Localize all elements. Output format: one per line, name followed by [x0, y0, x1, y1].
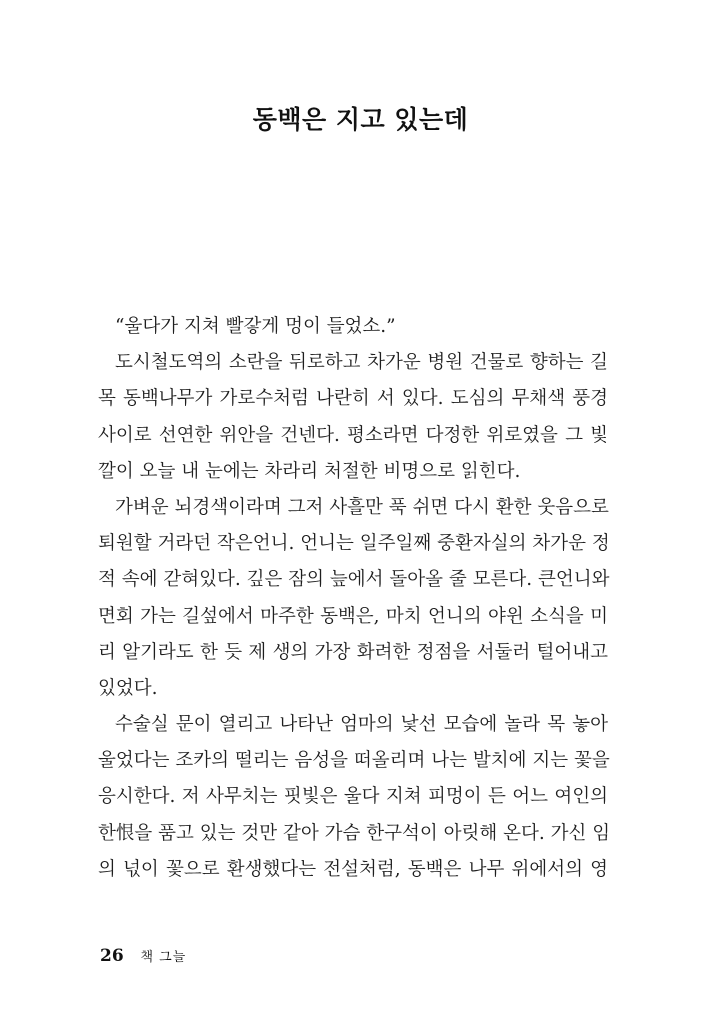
- book-title: 책 그늘: [140, 950, 187, 965]
- text-line: 한恨을 품고 있는 것만 같아 가슴 한구석이 아릿해 온다. 가신 임: [98, 822, 611, 844]
- text-line: 의 넋이 꽃으로 환생했다는 전설처럼, 동백은 나무 위에서의 영: [98, 858, 608, 880]
- text-line: 깔이 오늘 내 눈에는 차라리 처절한 비명으로 읽힌다.: [98, 460, 521, 482]
- text-line: 목 동백나무가 가로수처럼 나란히 서 있다. 도심의 무채색 풍경: [98, 388, 608, 410]
- text-line: 도시철도역의 소란을 뒤로하고 차가운 병원 건물로 향하는 길: [115, 352, 608, 374]
- text-line: 사이로 선연한 위안을 건넨다. 평소라면 다정한 위로였을 그 빛: [98, 424, 608, 446]
- text-line: 가벼운 뇌경색이라며 그저 사흘만 푹 쉬면 다시 환한 웃음으로: [115, 496, 609, 518]
- page-footer: [100, 946, 186, 966]
- text-line: 면회 가는 길섶에서 마주한 동백은, 마치 언니의 야윈 소식을 미: [98, 605, 608, 627]
- text-line: 리 알기라도 한 듯 제 생의 가장 화려한 정점을 서둘러 털어내고: [98, 641, 608, 663]
- text-line: 있었다.: [98, 677, 158, 699]
- text-line: 울었다는 조카의 떨리는 음성을 떠올리며 나는 발치에 지는 꽃을: [98, 750, 610, 772]
- page-number: 26: [100, 946, 124, 966]
- text-line: 수술실 문이 열리고 나타난 엄마의 낯선 모습에 놀라 목 놓아: [115, 714, 608, 736]
- chapter-title: 동백은 지고 있는데: [252, 105, 469, 134]
- text-line: “울다가 지쳐 빨갛게 멍이 들었소.”: [115, 316, 396, 337]
- text-line: 적 속에 갇혀있다. 깊은 잠의 늪에서 돌아올 줄 모른다. 큰언니와: [98, 569, 610, 591]
- body-text: [98, 309, 611, 888]
- text-line: 퇴원할 거라던 작은언니. 언니는 일주일째 중환자실의 차가운 정: [98, 533, 610, 555]
- text-line: 응시한다. 저 사무치는 핏빛은 울다 지쳐 피멍이 든 어느 여인의: [98, 786, 608, 808]
